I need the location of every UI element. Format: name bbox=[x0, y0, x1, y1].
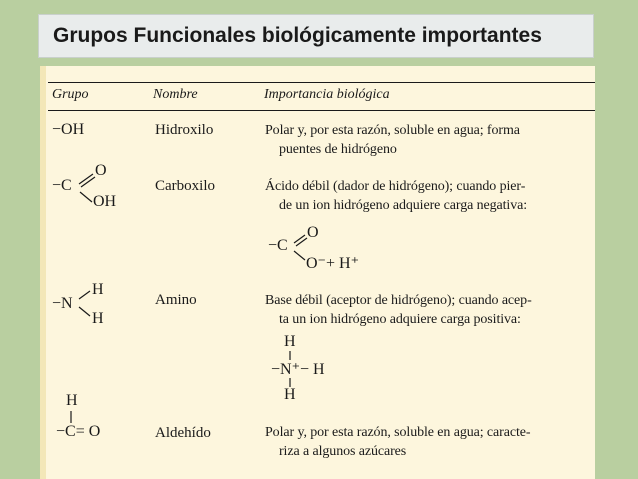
ammonium-h-top: H bbox=[284, 333, 296, 350]
importance-carboxilo-line1: Ácido débil (dador de hidrógeno); cuando pier- bbox=[265, 179, 526, 194]
name-aldehido: Aldehído bbox=[155, 425, 211, 441]
formula-amino-h-bottom: H bbox=[92, 310, 104, 327]
formula-carboxyl-c: −C bbox=[52, 177, 72, 194]
formula-aldehyde-h: H bbox=[66, 392, 78, 409]
importance-amino-line1: Base débil (aceptor de hidrógeno); cuando acep- bbox=[265, 293, 532, 308]
ammonium-h-bottom: H bbox=[284, 386, 296, 403]
name-amino: Amino bbox=[155, 292, 197, 308]
slide-title: Grupos Funcionales biológicamente importantes bbox=[53, 24, 542, 47]
formula-amino-n: −N bbox=[52, 295, 73, 312]
importance-hidroxilo-line1: Polar y, por esta razón, soluble en agua; forma bbox=[265, 123, 520, 138]
formula-hydroxyl: −OH bbox=[52, 121, 85, 138]
carboxylate-o-minus-h-plus: O⁻+ H⁺ bbox=[306, 255, 360, 272]
ammonium-n-plus-h: −N⁺− H bbox=[271, 361, 325, 378]
importance-hidroxilo-line2: puentes de hidrógeno bbox=[279, 142, 397, 157]
header-group: Grupo bbox=[52, 87, 89, 102]
importance-amino-line2: ta un ion hidrógeno adquiere carga positiva: bbox=[279, 312, 521, 327]
bond-carboxylate-c-o-double-1 bbox=[294, 235, 305, 243]
importance-aldehido-line1: Polar y, por esta razón, soluble en agua; caracte- bbox=[265, 425, 531, 440]
bond-amino-n-h-top bbox=[79, 291, 90, 299]
name-hidroxilo: Hidroxilo bbox=[155, 122, 214, 138]
bond-carboxyl-c-oh bbox=[80, 192, 92, 202]
carboxylate-c: −C bbox=[268, 237, 288, 254]
bond-carboxyl-c-o-double-1 bbox=[79, 174, 93, 184]
bond-carboxylate-c-o-minus bbox=[294, 251, 305, 260]
header-name: Nombre bbox=[153, 87, 198, 102]
name-carboxilo: Carboxilo bbox=[155, 178, 215, 194]
carboxylate-o: O bbox=[307, 224, 319, 241]
formula-carboxyl-oh: OH bbox=[93, 193, 117, 210]
importance-carboxilo-line2: de un ion hidrógeno adquiere carga negativa: bbox=[279, 198, 528, 213]
bond-carboxyl-c-o-double-2 bbox=[81, 177, 95, 187]
bond-carboxylate-c-o-double-2 bbox=[296, 238, 307, 246]
formula-amino-h-top: H bbox=[92, 281, 104, 298]
formula-carboxyl-o: O bbox=[95, 162, 107, 179]
importance-aldehido-line2: riza a algunos azúcares bbox=[279, 444, 407, 459]
header-importance: Importancia biológica bbox=[264, 87, 390, 102]
formula-aldehyde-co: −C= O bbox=[56, 423, 101, 440]
bond-amino-n-h-bottom bbox=[79, 307, 90, 316]
